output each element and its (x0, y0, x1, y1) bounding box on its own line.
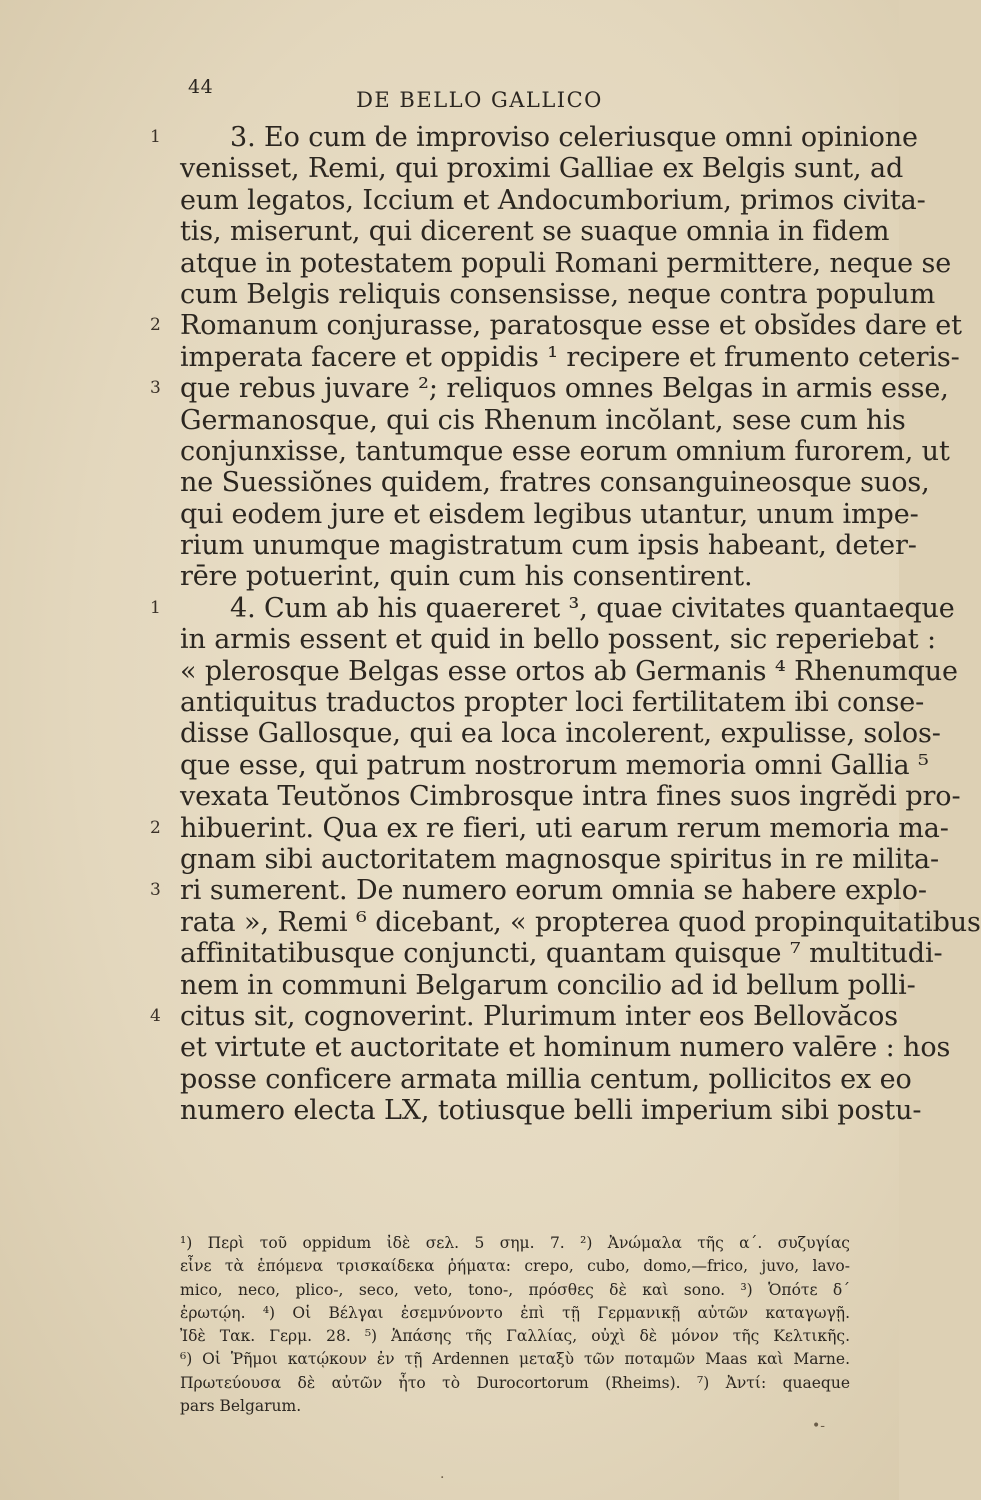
line-text: ne Suessiŏnes quidem, fratres consanguineosque suos, (180, 467, 930, 499)
text-line (150, 1000, 898, 1032)
line-text: que rebus juvare ²; reliquos omnes Belgas in armis esse, (180, 373, 949, 405)
text-line (180, 843, 940, 875)
text-line (180, 749, 929, 781)
text-line (150, 373, 949, 405)
line-text: qui eodem jure et eisdem legibus utantur, unum impe- (180, 498, 919, 530)
margin-section-number: 1 (150, 597, 161, 618)
text-line (180, 561, 880, 592)
footnote-text: pars Belgarum. (180, 1397, 302, 1416)
text-line (180, 655, 958, 687)
text-line (180, 530, 917, 562)
text-line (150, 122, 918, 153)
text-line (180, 435, 950, 467)
footnote-line (180, 1302, 860, 1325)
text-line (180, 781, 961, 813)
line-text: nem in communi Belgarum concilio ad id bellum polli- (180, 969, 916, 1001)
footnote-line (180, 1348, 860, 1371)
text-line (180, 938, 943, 970)
text-line (180, 467, 930, 499)
margin-section-number: 2 (150, 315, 161, 336)
text-line (180, 624, 936, 656)
line-text: in armis essent et quid in bello possent, sic reperiebat : (180, 624, 936, 656)
line-text: rium unumque magistratum cum ipsis habeant, deter- (180, 530, 917, 562)
text-line (180, 906, 981, 938)
line-text: venisset, Remi, qui proximi Galliae ex Belgis sunt, ad (180, 153, 904, 185)
line-text: posse conficere armata millia centum, pollicitos ex eo (180, 1063, 912, 1095)
line-text: rata », Remi ⁶ dicebant, « propterea quod propinquitatibus (180, 906, 981, 938)
margin-section-number: 1 (150, 127, 161, 147)
page-speck: •- (812, 1418, 825, 1434)
text-line (180, 718, 941, 750)
text-line (180, 404, 906, 436)
text-line (180, 153, 904, 185)
text-line (180, 969, 916, 1001)
footnote-line (180, 1325, 860, 1348)
line-text: affinitatibusque conjuncti, quantam quisque ⁷ multitudi- (180, 938, 943, 970)
line-text: « plerosque Belgas esse ortos ab Germanis ⁴ Rhenumque (180, 655, 958, 687)
text-line (150, 592, 955, 624)
line-text: antiquitus traductos propter loci fertilitatem ibi conse- (180, 687, 925, 719)
line-text: citus sit, cognoverint. Plurimum inter eos Bellovăcos (180, 1000, 898, 1032)
text-line (180, 278, 936, 310)
text-line (180, 687, 925, 719)
line-text: atque in potestatem populi Romani permittere, neque se (180, 247, 952, 279)
text-line (150, 310, 962, 342)
line-text: 3. Eo cum de improviso celeriusque omni opinione (230, 122, 918, 153)
text-line (180, 498, 919, 530)
line-text: que esse, qui patrum nostrorum memoria omni Gallia ⁵ (180, 749, 929, 781)
text-line (180, 184, 926, 216)
line-text: Romanum conjurasse, paratosque esse et obsĭdes dare et (180, 310, 962, 342)
footnote-line (180, 1372, 860, 1395)
text-line (180, 1063, 912, 1095)
page-number: 44 (188, 76, 214, 98)
footnote-line (180, 1232, 860, 1255)
line-text: tis, miserunt, qui dicerent se suaque omnia in fidem (180, 216, 890, 248)
margin-section-number: 3 (150, 880, 161, 901)
footnote-text: ⁶) Οἱ Ῥῆμοι κατῴκουν ἐν τῇ Ardennen μεταξὺ τῶν ποταμῶν Maas καὶ Marne. (180, 1350, 850, 1369)
footnote-line (180, 1255, 860, 1278)
text-line (180, 247, 952, 279)
line-text: conjunxisse, tantumque esse eorum omnium furorem, ut (180, 435, 950, 467)
text-line (150, 812, 949, 844)
line-text: et virtute et auctoritate et hominum numero valēre : hos (180, 1032, 951, 1064)
footnote-text: εἶνε τὰ ἑπόμενα τρισκαίδεκα ῥήματα: crepo, cubo, domo,—frico, juvo, lavo- (180, 1257, 850, 1276)
line-text: ri sumerent. De numero eorum omnia se habere explo- (180, 875, 927, 907)
running-head: DE BELLO GALLICO (356, 88, 603, 112)
footnote-line (180, 1279, 860, 1302)
margin-section-number: 3 (150, 378, 161, 399)
footnote-text: Ἰδὲ Τακ. Γερμ. 28. ⁵) Ἁπάσης τῆς Γαλλίας, οὐχὶ δὲ μόνον τῆς Κελτικῆς. (180, 1327, 850, 1346)
footnote-text: mico, neco, plico-, seco, veto, tono-, πρόσθες δὲ καὶ sono. ³) Ὁπότε δ΄ (180, 1280, 850, 1299)
line-text: cum Belgis reliquis consensisse, neque contra populum (180, 278, 936, 310)
line-text: gnam sibi auctoritatem magnosque spiritus in re milita- (180, 843, 940, 875)
line-text: Germanosque, qui cis Rhenum incŏlant, sese cum his (180, 404, 906, 436)
line-text: vexata Teutŏnos Cimbrosque intra fines suos ingrĕdi pro- (180, 781, 961, 813)
text-line (180, 341, 960, 373)
page-speck: · (440, 1470, 445, 1486)
footnotes (180, 1232, 860, 1418)
line-text: rēre potuerint, quin cum his consentirent. (180, 561, 753, 593)
margin-section-number: 4 (150, 1005, 161, 1026)
main-text (150, 122, 981, 1127)
line-text: numero electa LX, totiusque belli imperium sibi postu- (180, 1095, 922, 1127)
footnote-text: Πρωτεύουσα δὲ αὐτῶν ἦτο τὸ Durocortorum (Rheims). ⁷) Ἀντί: quaeque (180, 1373, 850, 1392)
line-text: eum legatos, Iccium et Andocumborium, primos civita- (180, 184, 926, 216)
text-line (180, 216, 890, 248)
margin-section-number: 2 (150, 817, 161, 838)
line-text: 4. Cum ab his quaereret ³, quae civitates quantaeque (230, 592, 955, 624)
line-text: disse Gallosque, qui ea loca incolerent, expulisse, solos- (180, 718, 941, 750)
text-line (180, 1095, 922, 1127)
footnote-text: ¹) Περὶ τοῦ oppidum ἰδὲ σελ. 5 σημ. 7. ²) Ἀνώμαλα τῆς α΄. συζυγίας (180, 1234, 850, 1252)
line-text: hibuerint. Qua ex re fieri, uti earum rerum memoria ma- (180, 812, 949, 844)
footnote-text: ἐρωτῴη. ⁴) Οἱ Βέλγαι ἐσεμνύνοντο ἐπὶ τῇ Γερμανικῇ αὐτῶν καταγωγῇ. (180, 1303, 850, 1322)
line-text: imperata facere et oppidis ¹ recipere et frumento ceteris- (180, 341, 960, 373)
text-line (180, 1032, 951, 1064)
footnote-line (180, 1395, 860, 1418)
text-line (150, 875, 927, 907)
